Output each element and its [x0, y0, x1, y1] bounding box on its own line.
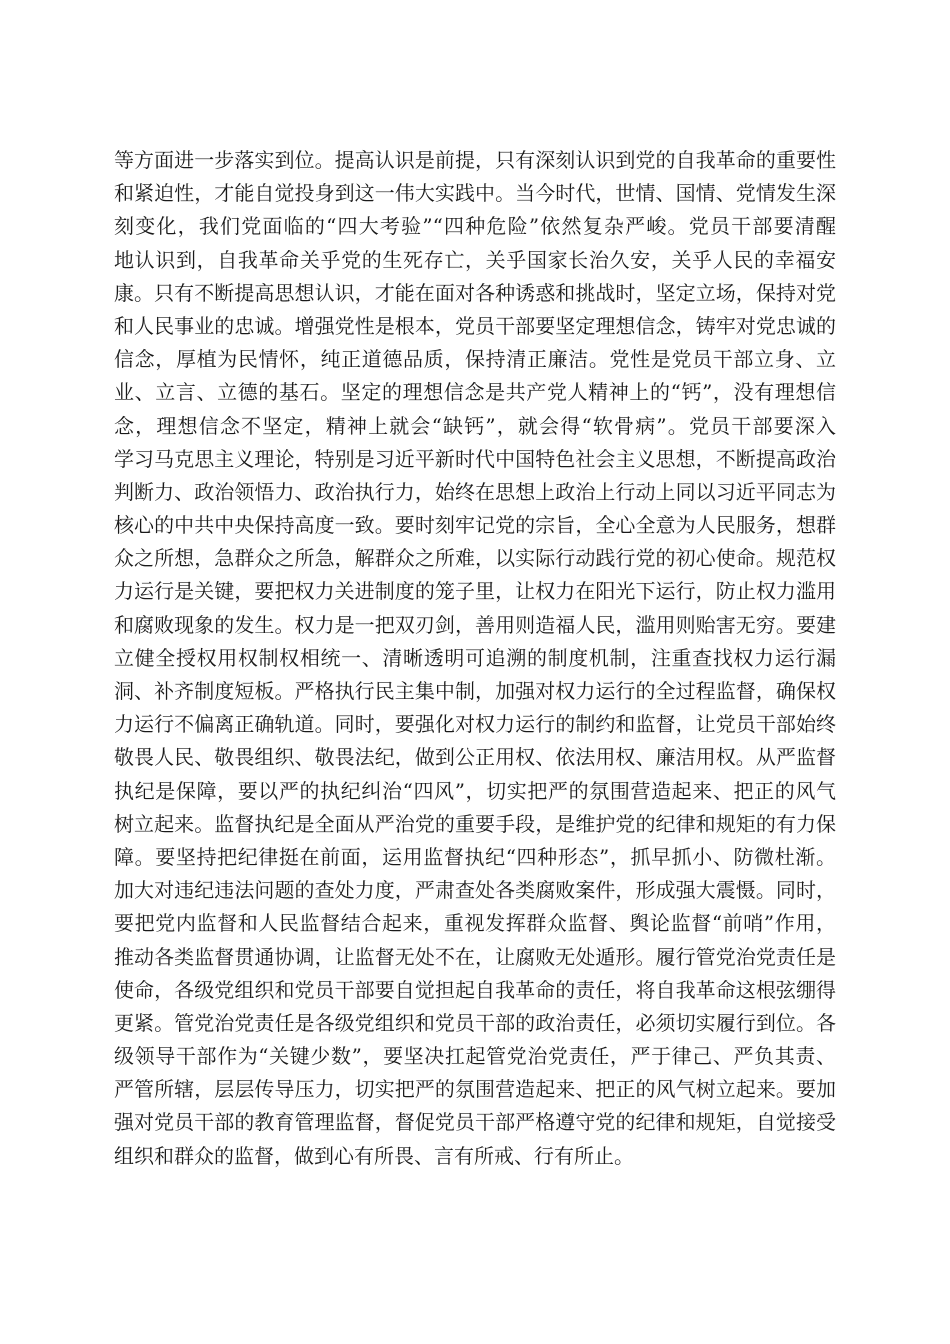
text-line: 和人民事业的忠诚。增强党性是根本，党员干部要坚定理想信念，铸牢对党忠诚的	[114, 313, 836, 338]
text-line: 严管所辖，层层传导压力，切实把严的氛围营造起来、把正的风气树立起来。要加	[114, 1077, 836, 1102]
text-line: 立健全授权用权制权相统一、清晰透明可追溯的制度机制，注重查找权力运行漏	[114, 645, 836, 670]
text-line: 要把党内监督和人民监督结合起来，重视发挥群众监督、舆论监督“前哨”作用，	[114, 911, 836, 936]
text-line: 等方面进一步落实到位。提高认识是前提，只有深刻认识到党的自我革命的重要性	[114, 148, 836, 172]
text-line: 洞、补齐制度短板。严格执行民主集中制，加强对权力运行的全过程监督，确保权	[114, 679, 836, 703]
text-line: 障。要坚持把纪律挺在前面，运用监督执纪“四种形态”，抓早抓小、防微杜渐。	[114, 844, 836, 869]
body-paragraph	[114, 144, 836, 1173]
text-line: 执纪是保障，要以严的执纪纠治“四风”，切实把严的氛围营造起来、把正的风气	[114, 778, 836, 803]
text-line: 信念，厚植为民情怀，纯正道德品质，保持清正廉洁。党性是党员干部立身、立	[114, 347, 836, 372]
text-line: 组织和群众的监督，做到心有所畏、言有所戒、行有所止。	[114, 1143, 634, 1168]
text-line: 强对党员干部的教育管理监督，督促党员干部严格遵守党的纪律和规矩，自觉接受	[114, 1110, 836, 1135]
text-line: 学习马克思主义理论，特别是习近平新时代中国特色社会主义思想，不断提高政治	[114, 446, 836, 471]
text-line: 众之所想，急群众之所急，解群众之所难，以实际行动践行党的初心使命。规范权	[114, 546, 836, 571]
text-line: 核心的中共中央保持高度一致。要时刻牢记党的宗旨，全心全意为人民服务，想群	[114, 513, 836, 538]
text-line: 推动各类监督贯通协调，让监督无处不在，让腐败无处遁形。履行管党治党责任是	[114, 944, 836, 969]
text-line: 地认识到，自我革命关乎党的生死存亡，关乎国家长治久安，关乎人民的幸福安	[114, 247, 836, 272]
text-line: 康。只有不断提高思想认识，才能在面对各种诱惑和挑战时，坚定立场，保持对党	[114, 280, 836, 305]
text-line: 级领导干部作为“关键少数”，要坚决扛起管党治党责任，严于律己、严负其责、	[114, 1044, 836, 1069]
text-line: 业、立言、立德的基石。坚定的理想信念是共产党人精神上的“钙”，没有理想信	[114, 380, 836, 405]
text-line: 和紧迫性，才能自觉投身到这一伟大实践中。当今时代，世情、国情、党情发生深	[114, 181, 836, 206]
text-line: 加大对违纪违法问题的查处力度，严肃查处各类腐败案件，形成强大震慑。同时，	[114, 878, 836, 903]
text-line: 树立起来。监督执纪是全面从严治党的重要手段，是维护党的纪律和规矩的有力保	[114, 811, 836, 836]
text-line: 更紧。管党治党责任是各级党组织和党员干部的政治责任，必须切实履行到位。各	[114, 1010, 836, 1035]
text-line: 刻变化，我们党面临的“四大考验”“四种危险”依然复杂严峻。党员干部要清醒	[114, 214, 836, 239]
text-line: 判断力、政治领悟力、政治执行力，始终在思想上政治上行动上同以习近平同志为	[114, 479, 836, 504]
text-line: 使命，各级党组织和党员干部要自觉担起自我革命的责任，将自我革命这根弦绷得	[114, 977, 836, 1002]
text-line: 念，理想信念不坚定，精神上就会“缺钙”，就会得“软骨病”。党员干部要深入	[114, 413, 836, 438]
text-line: 力运行是关键，要把权力关进制度的笼子里，让权力在阳光下运行，防止权力滥用	[114, 579, 836, 604]
text-line: 力运行不偏离正确轨道。同时，要强化对权力运行的制约和监督，让党员干部始终	[114, 712, 836, 737]
text-line: 和腐败现象的发生。权力是一把双刃剑，善用则造福人民，滥用则贻害无穷。要建	[114, 612, 836, 637]
text-line: 敬畏人民、敬畏组织、敬畏法纪，做到公正用权、依法用权、廉洁用权。从严监督	[114, 745, 836, 770]
